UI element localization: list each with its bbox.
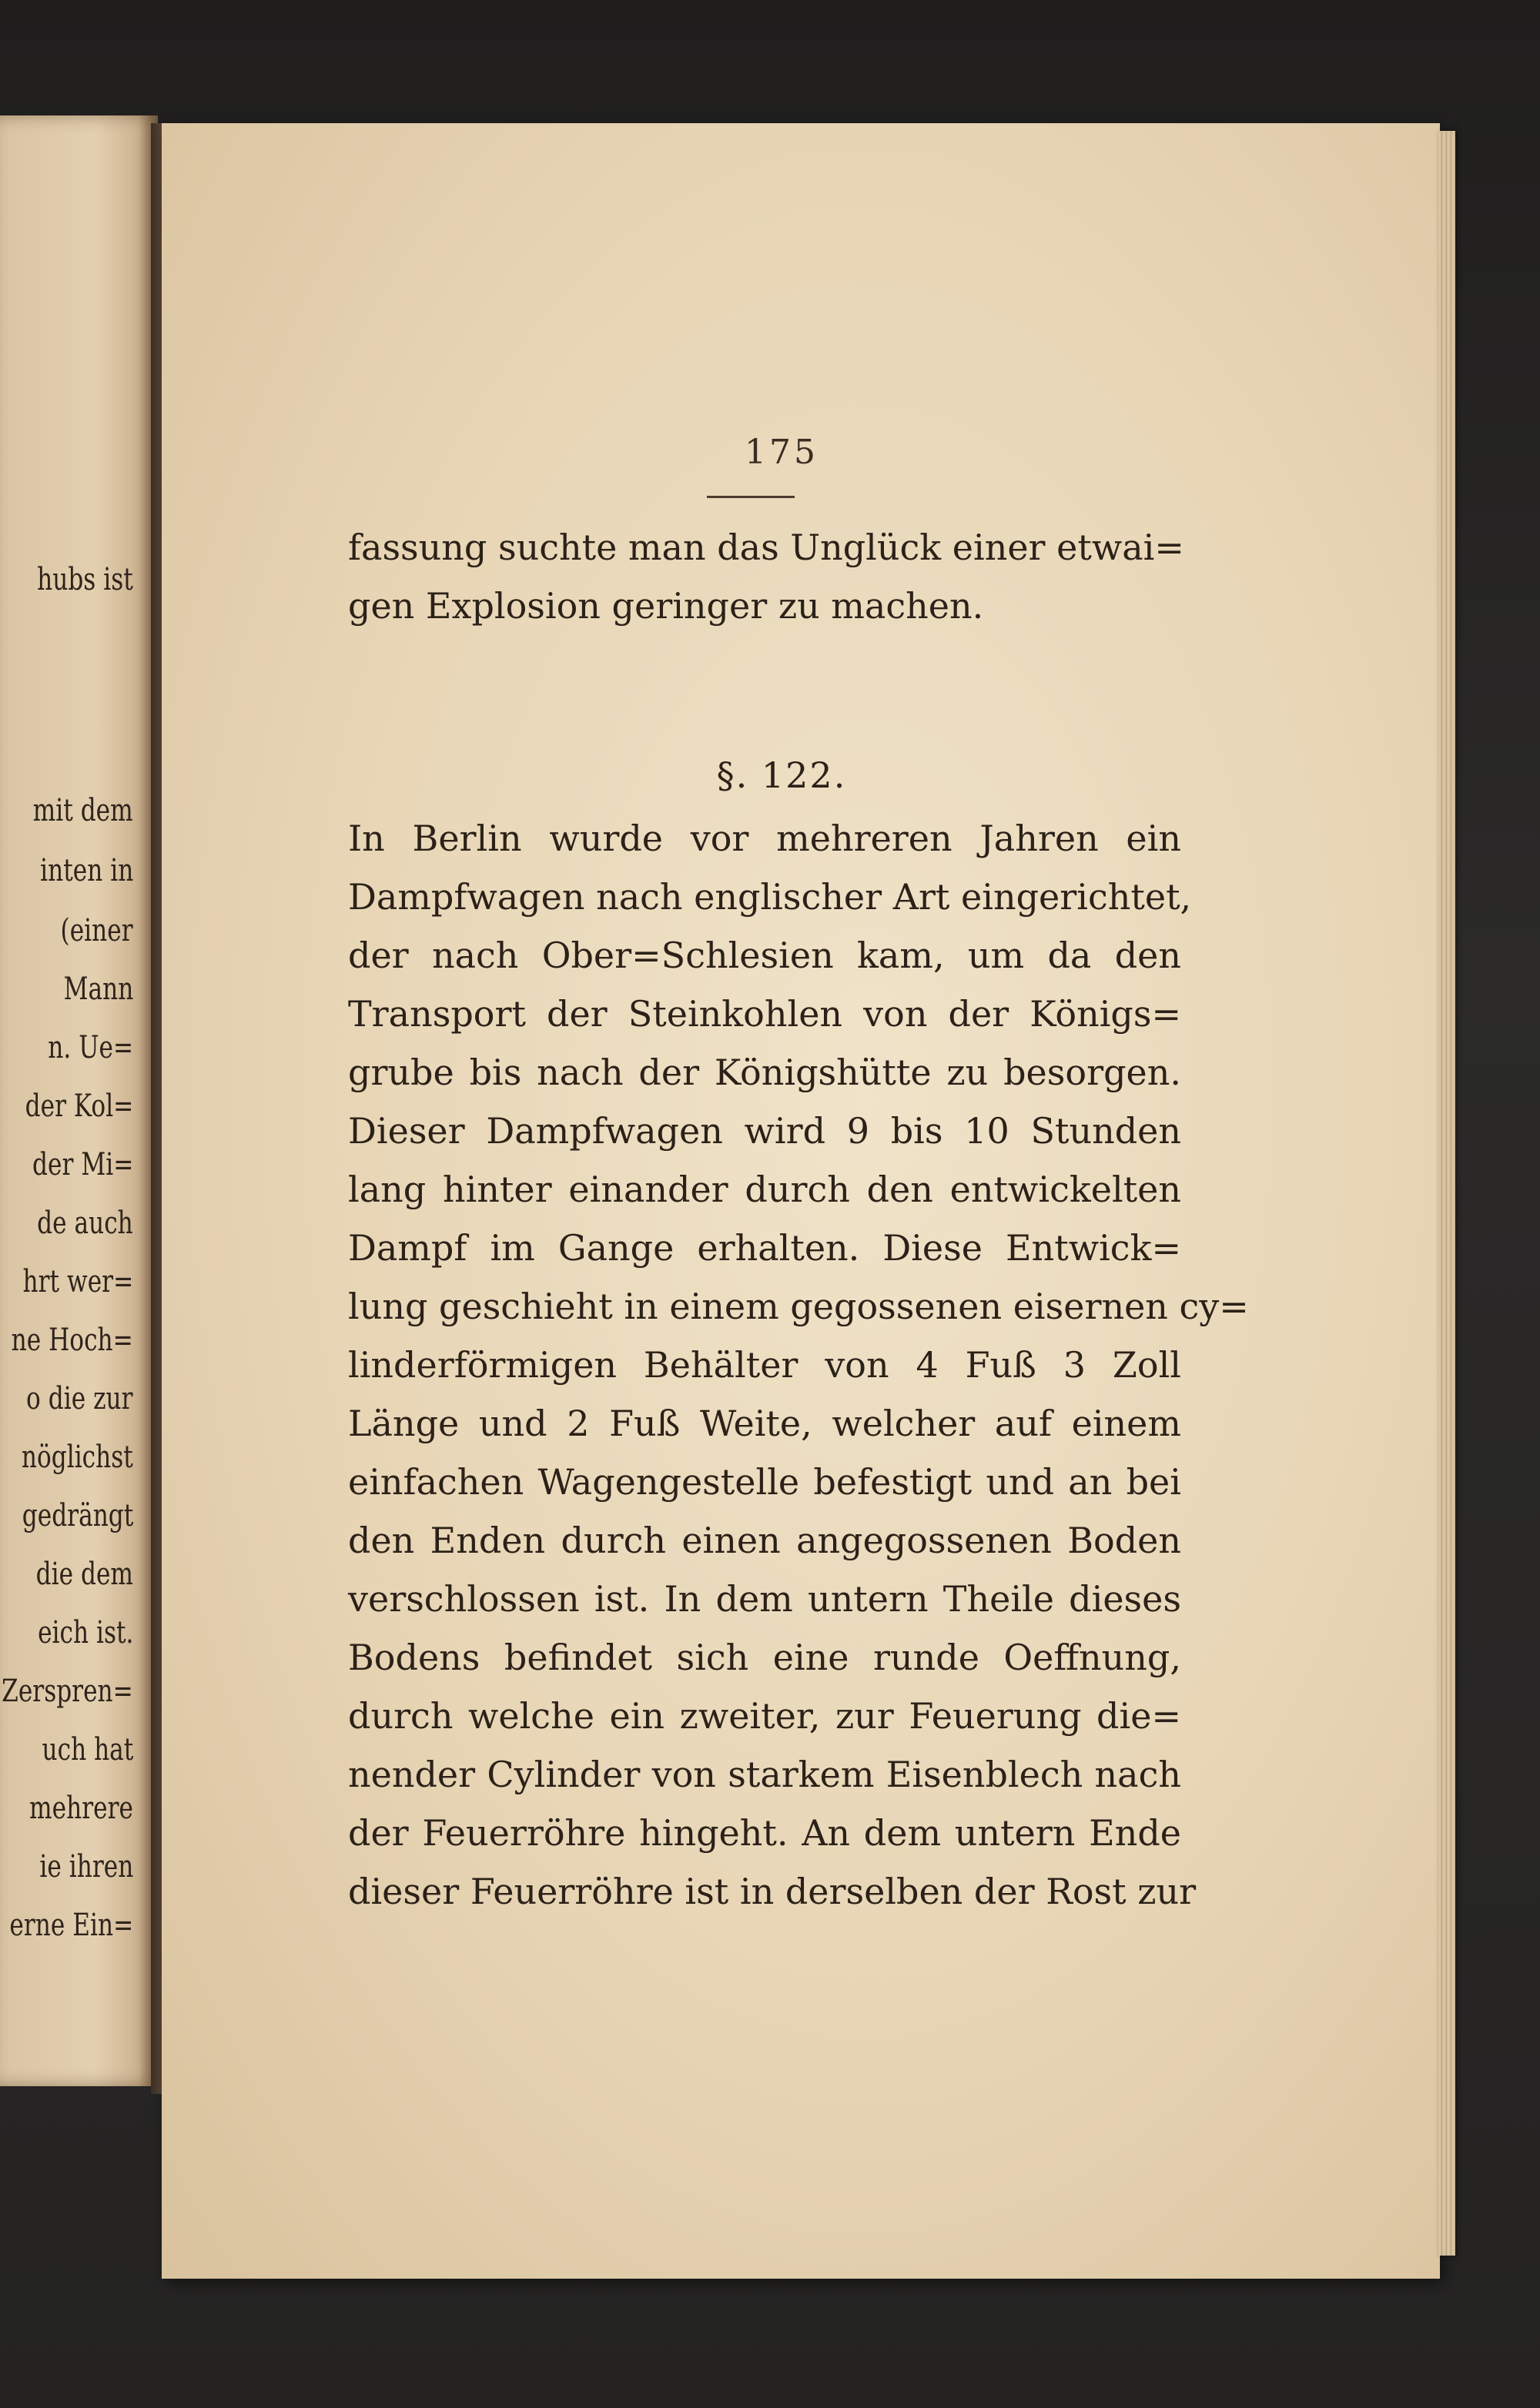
left-page-text-fragment: inten in	[39, 853, 133, 888]
left-page-text-fragment: Zerspren=	[2, 1674, 133, 1709]
body-text-line: Bodens befindet sich eine runde Oeffnung,	[348, 1637, 1181, 1678]
section-heading: §. 122.	[716, 754, 847, 796]
left-page-text-fragment: hubs ist	[37, 562, 133, 597]
body-text-line: Dampfwagen nach englischer Art eingerichtet,	[348, 876, 1192, 918]
body-text-line: In Berlin wurde vor mehreren Jahren ein	[348, 818, 1181, 859]
left-page-text-fragment: n. Ue=	[48, 1030, 133, 1065]
left-page-text-fragment: eich ist.	[37, 1615, 133, 1650]
left-page-text-fragment: hrt wer=	[22, 1264, 133, 1299]
left-page-text-fragment: nöglichst	[22, 1440, 133, 1475]
intro-text-line: gen Explosion geringer zu machen.	[348, 585, 984, 627]
left-page-text-fragment: gedrängt	[22, 1498, 133, 1533]
left-page-text-fragment: de auch	[37, 1206, 133, 1241]
body-text-line: der Feuerröhre hingeht. An dem untern Ende	[348, 1812, 1181, 1854]
body-text-line: durch welche ein zweiter, zur Feuerung die=	[348, 1695, 1181, 1737]
body-text-line: verschlossen ist. In dem untern Theile dieses	[348, 1578, 1181, 1620]
left-page-text-fragment: der Mi=	[32, 1147, 133, 1182]
body-text-line: Dampf im Gange erhalten. Diese Entwick=	[348, 1227, 1181, 1269]
left-page-text-fragment: ie ihren	[39, 1849, 133, 1885]
left-page-text-fragment: der Kol=	[25, 1089, 133, 1124]
body-text-line: Transport der Steinkohlen von der Königs=	[348, 993, 1181, 1035]
body-text-line: lang hinter einander durch den entwickelten	[348, 1169, 1181, 1210]
left-page-text-fragment: o die zur	[26, 1381, 133, 1416]
body-text-line: lung geschieht in einem gegossenen eisernen cy=	[348, 1286, 1249, 1327]
left-page	[0, 115, 158, 2086]
body-text-line: Dieser Dampfwagen wird 9 bis 10 Stunden	[348, 1110, 1181, 1152]
left-page-text-fragment: mit dem	[32, 793, 133, 828]
body-text-line: nender Cylinder von starkem Eisenblech nach	[348, 1754, 1181, 1795]
left-page-text-fragment: mehrere	[29, 1791, 133, 1826]
body-text-line: grube bis nach der Königshütte zu besorgen.	[348, 1052, 1181, 1093]
page-number-rule	[707, 496, 795, 498]
left-page-text-fragment: erne Ein=	[9, 1908, 133, 1943]
left-page-text-fragment: ne Hoch=	[11, 1323, 133, 1358]
body-text-line: den Enden durch einen angegossenen Boden	[348, 1520, 1181, 1561]
body-text-line: Länge und 2 Fuß Weite, welcher auf einem	[348, 1403, 1181, 1444]
left-page-text-fragment: die dem	[35, 1557, 133, 1592]
body-text-line: linderförmigen Behälter von 4 Fuß 3 Zoll	[348, 1344, 1181, 1386]
page-number: 175	[745, 433, 819, 472]
body-text-line: einfachen Wagengestelle befestigt und an bei	[348, 1461, 1181, 1503]
left-page-text-fragment: (einer	[60, 913, 133, 948]
body-text-line: dieser Feuerröhre ist in derselben der Rost zur	[348, 1871, 1197, 1912]
left-page-text-fragment: Mann	[63, 972, 133, 1007]
intro-text-line: fassung suchte man das Unglück einer etwai=	[348, 527, 1184, 568]
body-text-line: der nach Ober=Schlesien kam, um da den	[348, 935, 1181, 976]
left-page-text-fragment: uch hat	[42, 1732, 133, 1768]
